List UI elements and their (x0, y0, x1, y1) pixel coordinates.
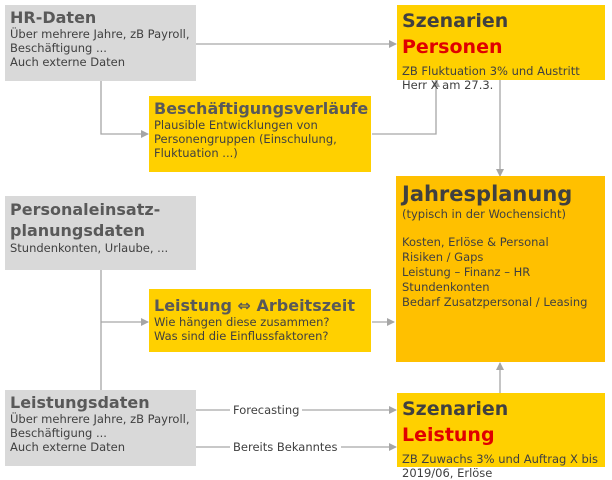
szenarien-personen-title-b: Personen (402, 36, 503, 58)
personaleinsatz-text: Stundenkonten, Urlaube, ... (10, 241, 169, 255)
arrow-hr-to-beschaeftigung (101, 80, 148, 134)
leistung-arbeitszeit-title: Leistung ⇔ Arbeitszeit (154, 296, 356, 315)
jahresplanung-title: Jahresplanung (402, 182, 573, 206)
jahresplanung-lines: Kosten, Erlöse & Personal Risiken / Gaps Leistung – Finanz – HR Stundenkonten Bedarf Zusatzpersonal / Leasing (402, 235, 588, 309)
personaleinsatz-title: Personaleinsatz- planungsdaten (10, 200, 161, 240)
beschaeftigung-title: Beschäftigungsverläufe (154, 99, 369, 118)
leistungsdaten-box (5, 390, 196, 466)
leistung-arbeitszeit-text: Wie hängen diese zusammen? Was sind die Einflussfaktoren? (154, 315, 330, 343)
edge-label-bereits-bekanntes: Bereits Bekanntes (230, 440, 341, 454)
jahresplanung-box (396, 176, 605, 362)
jahresplanung-subtitle: (typisch in der Wochensicht) (402, 207, 566, 221)
hr-daten-box (5, 5, 196, 81)
szenarien-personen-text: ZB Fluktuation 3% und Austritt Herr X am 27.3. (402, 64, 580, 92)
szenarien-personen-title-a: Szenarien (402, 10, 509, 32)
personaleinsatz-box (5, 196, 196, 270)
szenarien-personen-box (397, 5, 605, 92)
hr-daten-text: Über mehrere Jahre, zB Payroll, Beschäftigung ... Auch externe Daten (10, 27, 190, 69)
szenarien-leistung-text: ZB Zuwachs 3% und Auftrag X bis 2019/06, Erlöse (402, 452, 598, 480)
edge-label-forecasting: Forecasting (230, 403, 302, 417)
szenarien-leistung-title-a: Szenarien (402, 398, 509, 420)
szenarien-leistung-title-b: Leistung (402, 424, 495, 446)
leistung-arbeitszeit-box (149, 289, 371, 352)
szenarien-leistung-title (402, 396, 600, 448)
beschaeftigung-box (149, 96, 371, 172)
szenarien-personen-title (402, 8, 600, 60)
leistungsdaten-text: Über mehrere Jahre, zB Payroll, Beschäftigung ... Auch externe Daten (10, 412, 190, 454)
leistungsdaten-title: Leistungsdaten (10, 393, 150, 412)
szenarien-leistung-box (397, 393, 605, 480)
hr-daten-title: HR-Daten (10, 8, 97, 27)
beschaeftigung-text: Plausible Entwicklungen von Personengruppen (Einschulung, Fluktuation ...) (154, 118, 337, 160)
